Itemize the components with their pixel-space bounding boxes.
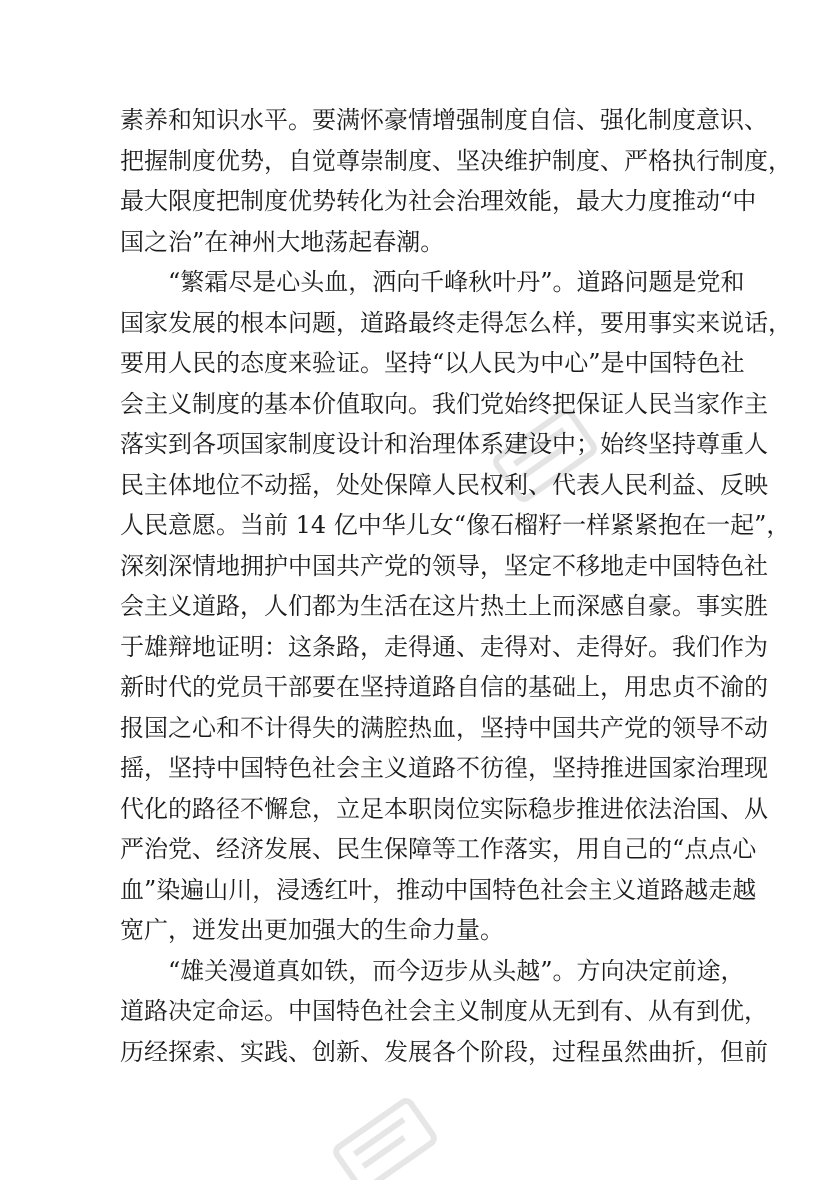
text-line: 于雄辩地证明：这条路，走得通、走得对、走得好。我们作为 — [120, 632, 768, 661]
text-line: 人民意愿。当前 14 亿中华儿女“像石榴籽一样紧紧抱在一起”， — [120, 511, 791, 539]
text-line: 国家发展的根本问题，道路最终走得怎么样，要用事实来说话， — [120, 308, 792, 337]
text-line: 严治党、经济发展、民生保障等工作落实，用自己的“点点心 — [120, 835, 757, 863]
text-line: 宽广，迸发出更加强大的生命力量。 — [120, 916, 504, 944]
text-line: 深刻深情地拥护中国共产党的领导，坚定不移地走中国特色社 — [120, 551, 768, 580]
text-line: 把握制度优势，自觉尊崇制度、坚决维护制度、严格执行制度， — [120, 146, 792, 175]
text-line: 血”染遍山川，浸透红叶，推动中国特色社会主义道路越走越 — [120, 875, 757, 904]
text-line: 历经探索、实践、创新、发展各个阶段，过程虽然曲折，但前 — [120, 1037, 768, 1066]
text-line: 摇，坚持中国特色社会主义道路不彷徨，坚持推进国家治理现 — [120, 754, 768, 782]
paragraph-1 — [120, 100, 792, 262]
paragraph-2 — [120, 262, 792, 951]
text-line: 新时代的党员干部要在坚持道路自信的基础上，用忠贞不渝的 — [120, 673, 768, 701]
text-line: 最大限度把制度优势转化为社会治理效能，最大力度推动“中 — [120, 187, 757, 215]
text-line: “雄关漫道真如铁，而今迈步从头越”。方向决定前途， — [168, 956, 745, 985]
text-line: 要用人民的态度来验证。坚持“以人民为中心”是中国特色社 — [120, 349, 745, 377]
text-line: 素养和知识水平。要满怀豪情增强制度自信、强化制度意识、 — [120, 106, 768, 134]
text-line: 道路决定命运。中国特色社会主义制度从无到有、从有到优， — [120, 997, 768, 1025]
text-line: 代化的路径不懈怠，立足本职岗位实际稳步推进依法治国、从 — [120, 794, 768, 823]
text-line: 国之治”在神州大地荡起春潮。 — [120, 227, 445, 256]
text-line: “繁霜尽是心头血，洒向千峰秋叶丹”。道路问题是党和 — [168, 268, 745, 296]
text-line: 会主义制度的基本价值取向。我们党始终把保证人民当家作主 — [120, 389, 768, 418]
watermark-bottom-icon — [320, 1085, 450, 1180]
text-line: 报国之心和不计得失的满腔热血，坚持中国共产党的领导不动 — [120, 713, 768, 742]
body-text — [120, 100, 792, 1072]
paragraph-3 — [120, 951, 768, 1073]
text-line: 落实到各项国家制度设计和治理体系建设中；始终坚持尊重人 — [120, 430, 768, 458]
text-line: 民主体地位不动摇，处处保障人民权利、代表人民利益、反映 — [120, 470, 768, 499]
text-line: 会主义道路，人们都为生活在这片热土上而深感自豪。事实胜 — [120, 592, 768, 620]
